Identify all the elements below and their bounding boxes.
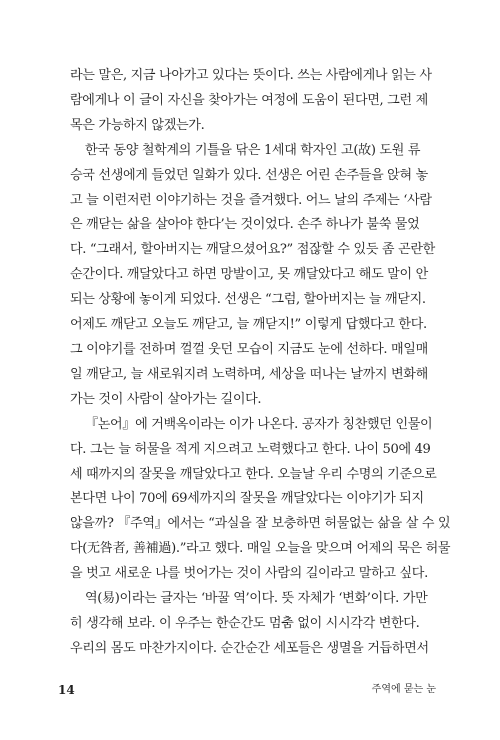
text-line: 순간이다. 깨달았다고 하면 망발이고, 못 깨달았다고 해도 말이 안 [70, 267, 428, 283]
text-line: 히 생각해 보라. 이 우주는 한순간도 멈춤 없이 시시각각 변한다. [70, 615, 420, 631]
text-line: 한국 동양 철학계의 기틀을 닦은 1세대 학자인 고(故) 도원 류 [85, 142, 421, 158]
text-line: 그 이야기를 전하며 껄껄 웃던 모습이 지금도 눈에 선하다. 매일매 [70, 341, 428, 357]
body-text [70, 64, 451, 662]
text-line: 우리의 몸도 마찬가지이다. 순간순간 세포들은 생멸을 거듭하면서 [70, 640, 429, 656]
text-line: 다. “그래서, 할아버지는 깨달으셨어요?” 점잖할 수 있듯 좀 곤란한 [70, 242, 435, 258]
text-line: 역(易)이라는 글자는 ‘바꿀 역’이다. 뜻 자체가 ‘변화’이다. 가만 [85, 591, 428, 607]
running-title: 주역에 묻는 눈 [371, 684, 436, 695]
text-line: 목은 가능하지 않겠는가. [70, 117, 205, 133]
text-line: 다. 그는 늘 허물을 적게 지으려고 노력했다고 한다. 나이 50에 49 [70, 441, 431, 457]
text-line: 승국 선생에게 들었던 일화가 있다. 선생은 어린 손주들을 앉혀 놓 [70, 167, 428, 183]
text-line: 다(无咎者, 善補過).”라고 했다. 매일 오늘을 맞으며 어제의 묵은 허물 [70, 541, 451, 557]
text-line: 라는 말은, 지금 나아가고 있다는 뜻이다. 쓰는 사람에게나 읽는 사 [70, 68, 432, 83]
text-line: 은 깨닫는 삶을 살아야 한다’는 것이었다. 손주 하나가 불쑥 물었 [70, 217, 420, 233]
text-line: 고 늘 이런저런 이야기하는 것을 즐겨했다. 어느 날의 주제는 ‘사람 [70, 192, 432, 208]
text-line: 않을까? 『주역』에서는 “과실을 잘 보충하면 허물없는 삶을 살 수 있 [70, 516, 451, 532]
text-line: 되는 상황에 놓이게 되었다. 선생은 “그럼, 할아버지는 늘 깨닫지. [70, 292, 426, 308]
text-line: 세 때까지의 잘못을 깨달았다고 한다. 오늘날 우리 수명의 기준으로 [70, 466, 437, 482]
text-line: 람에게나 이 글이 자신을 찾아가는 여정에 도움이 된다면, 그런 제 [70, 92, 428, 108]
text-line: 『논어』에 거백옥이라는 이가 나온다. 공자가 칭찬했던 인물이 [85, 416, 433, 432]
text-line: 을 벗고 새로운 나를 벗어가는 것이 사람의 길이라고 말하고 싶다. [70, 566, 428, 582]
text-line: 가는 것이 사람이 살아가는 길이다. [70, 391, 262, 407]
text-line: 일 깨닫고, 늘 새로워지려 노력하며, 세상을 떠나는 날까지 변화해 [70, 366, 428, 382]
text-line: 본다면 나이 70에 69세까지의 잘못을 깨달았다는 이야기가 되지 [70, 491, 424, 507]
text-line: 어제도 깨닫고 오늘도 깨닫고, 늘 깨닫지!” 이렇게 답했다고 한다. [70, 317, 427, 333]
page-number: 14 [58, 683, 75, 697]
